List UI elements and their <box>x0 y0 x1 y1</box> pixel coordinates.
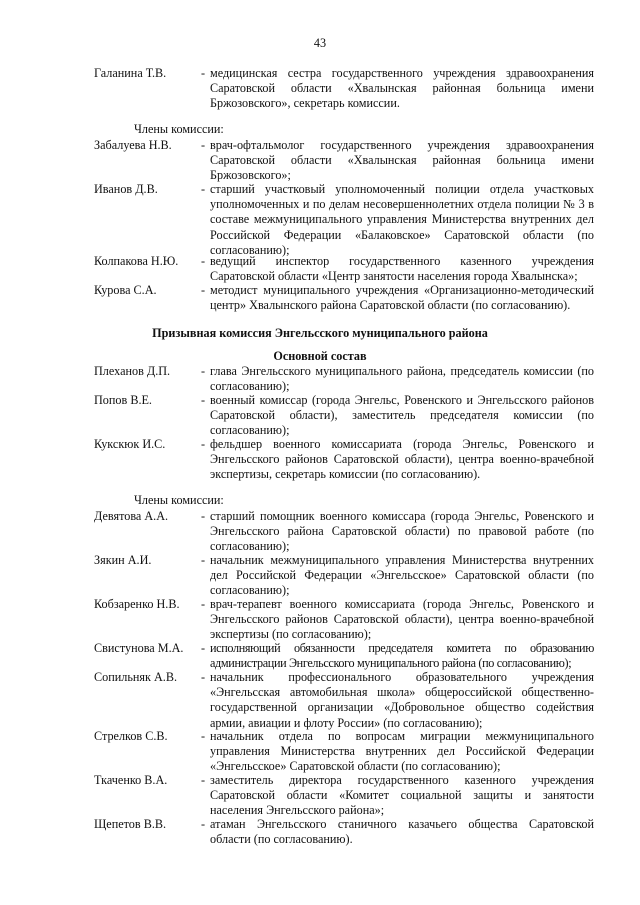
dash: - <box>201 138 206 152</box>
dash: - <box>201 66 206 80</box>
commission-entry <box>94 283 594 313</box>
dash: - <box>201 817 206 831</box>
person-name: Кобзаренко Н.В. <box>94 597 180 611</box>
person-name: Девятова А.А. <box>94 509 169 523</box>
dash: - <box>201 553 206 567</box>
person-name: Свистунова М.А. <box>94 641 184 655</box>
commission-entry <box>94 138 594 184</box>
person-name: Попов В.Е. <box>94 393 152 407</box>
person-name: Зякин А.И. <box>94 553 152 567</box>
members-label: Члены комиссии: <box>134 493 224 507</box>
person-role: военный комиссар (города Энгельс, Ровенского и Энгельсского районов Саратовской области), заместитель председателя комиссии (по согласованию); <box>210 393 594 438</box>
person-role: врач-офтальмолог государственного учреждения здравоохранения Саратовской области «Хвалынская районная больница имени Бржозовского»; <box>210 138 594 183</box>
commission-entry <box>94 641 594 671</box>
dash: - <box>201 670 206 684</box>
members-label: Члены комиссии: <box>134 122 224 136</box>
person-role: методист муниципального учреждения «Организационно-методический центр» Хвалынского района Саратовской области (по согласованию). <box>210 283 594 313</box>
person-name: Забалуева Н.В. <box>94 138 172 152</box>
person-role: атаман Энгельсского станичного казачьего общества Саратовской области (по согласованию). <box>210 817 594 847</box>
commission-entry <box>94 773 594 819</box>
person-role: начальник отдела по вопросам миграции межмуниципального управления Министерства внутренних дел Российской Федерации «Энгельсское» Саратовской области (по согласованию); <box>210 729 594 774</box>
person-role: старший участковый уполномоченный полиции отдела участковых уполномоченных и по делам несовершеннолетних отдела полиции № 3 в составе межмуниципального управления Министерства внутренних дел Российской Федерации «Балаковское» Саратовской области (по согласованию); <box>210 182 594 257</box>
commission-entry <box>94 393 594 439</box>
person-role: начальник профессионального образовательного учреждения «Энгельсская автомобильная школа» общероссийской общественно-государственной организации «Добровольное общество содействия армии, авиации и флоту России» (по согласованию); <box>210 670 594 730</box>
commission-entry <box>94 364 594 394</box>
page-number: 43 <box>313 36 327 50</box>
dash: - <box>201 283 206 297</box>
person-name: Щепетов В.В. <box>94 817 167 831</box>
person-name: Колпакова Н.Ю. <box>94 254 179 268</box>
person-name: Ткаченко В.А. <box>94 773 168 787</box>
dash: - <box>201 437 206 451</box>
section-subtitle: Основной состав <box>273 349 367 363</box>
dash: - <box>201 509 206 523</box>
dash: - <box>201 773 206 787</box>
person-role: начальник межмуниципального управления Министерства внутренних дел Российской Федерации «Энгельсское» Саратовской области (по согласованию); <box>210 553 594 598</box>
dash: - <box>201 641 206 655</box>
person-role: исполняющий обязанности председателя комитета по образованию администрации Энгельсского муниципального района (по согласованию); <box>210 641 594 671</box>
person-role: старший помощник военного комиссара (города Энгельс, Ровенского и Энгельсского района Саратовской области) по правовой работе (по согласованию); <box>210 509 594 554</box>
commission-entry <box>94 509 594 555</box>
dash: - <box>201 364 206 378</box>
dash: - <box>201 597 206 611</box>
dash: - <box>201 393 206 407</box>
commission-entry <box>94 817 594 847</box>
commission-entry <box>94 182 594 258</box>
commission-entry <box>94 66 594 112</box>
person-role: фельдшер военного комиссариата (города Энгельс, Ровенского и Энгельсского районов Саратовской области), центра военно-врачебной экспертизы, секретарь комиссии (по согласованию). <box>210 437 594 482</box>
person-name: Плеханов Д.П. <box>94 364 171 378</box>
commission-entry <box>94 670 594 731</box>
commission-entry <box>94 254 594 284</box>
commission-entry <box>94 729 594 775</box>
person-name: Стрелков С.В. <box>94 729 168 743</box>
commission-entry <box>94 597 594 643</box>
person-role: заместитель директора государственного казенного учреждения Саратовской области «Комитет социальной защиты и занятости населения Энгельсского района»; <box>210 773 594 818</box>
dash: - <box>201 729 206 743</box>
person-role: ведущий инспектор государственного казенного учреждения Саратовской области «Центр занятости населения города Хвалынска»; <box>210 254 594 284</box>
person-name: Сопильняк А.В. <box>94 670 178 684</box>
person-name: Иванов Д.В. <box>94 182 158 196</box>
person-role: глава Энгельсского муниципального района, председатель комиссии (по согласованию); <box>210 364 594 394</box>
dash: - <box>201 254 206 268</box>
person-name: Кукскюк И.С. <box>94 437 166 451</box>
commission-entry <box>94 553 594 599</box>
commission-entry <box>94 437 594 483</box>
person-role: медицинская сестра государственного учреждения здравоохранения Саратовской области «Хвалынская районная больница имени Бржозовского», секретарь комиссии. <box>210 66 594 111</box>
dash: - <box>201 182 206 196</box>
section-title: Призывная комиссия Энгельсского муниципального района <box>152 326 488 340</box>
person-role: врач-терапевт военного комиссариата (города Энгельс, Ровенского и Энгельсского районов Саратовской области), центра военно-врачебной экспертизы (по согласованию); <box>210 597 594 642</box>
person-name: Курова С.А. <box>94 283 157 297</box>
person-name: Галанина Т.В. <box>94 66 167 80</box>
